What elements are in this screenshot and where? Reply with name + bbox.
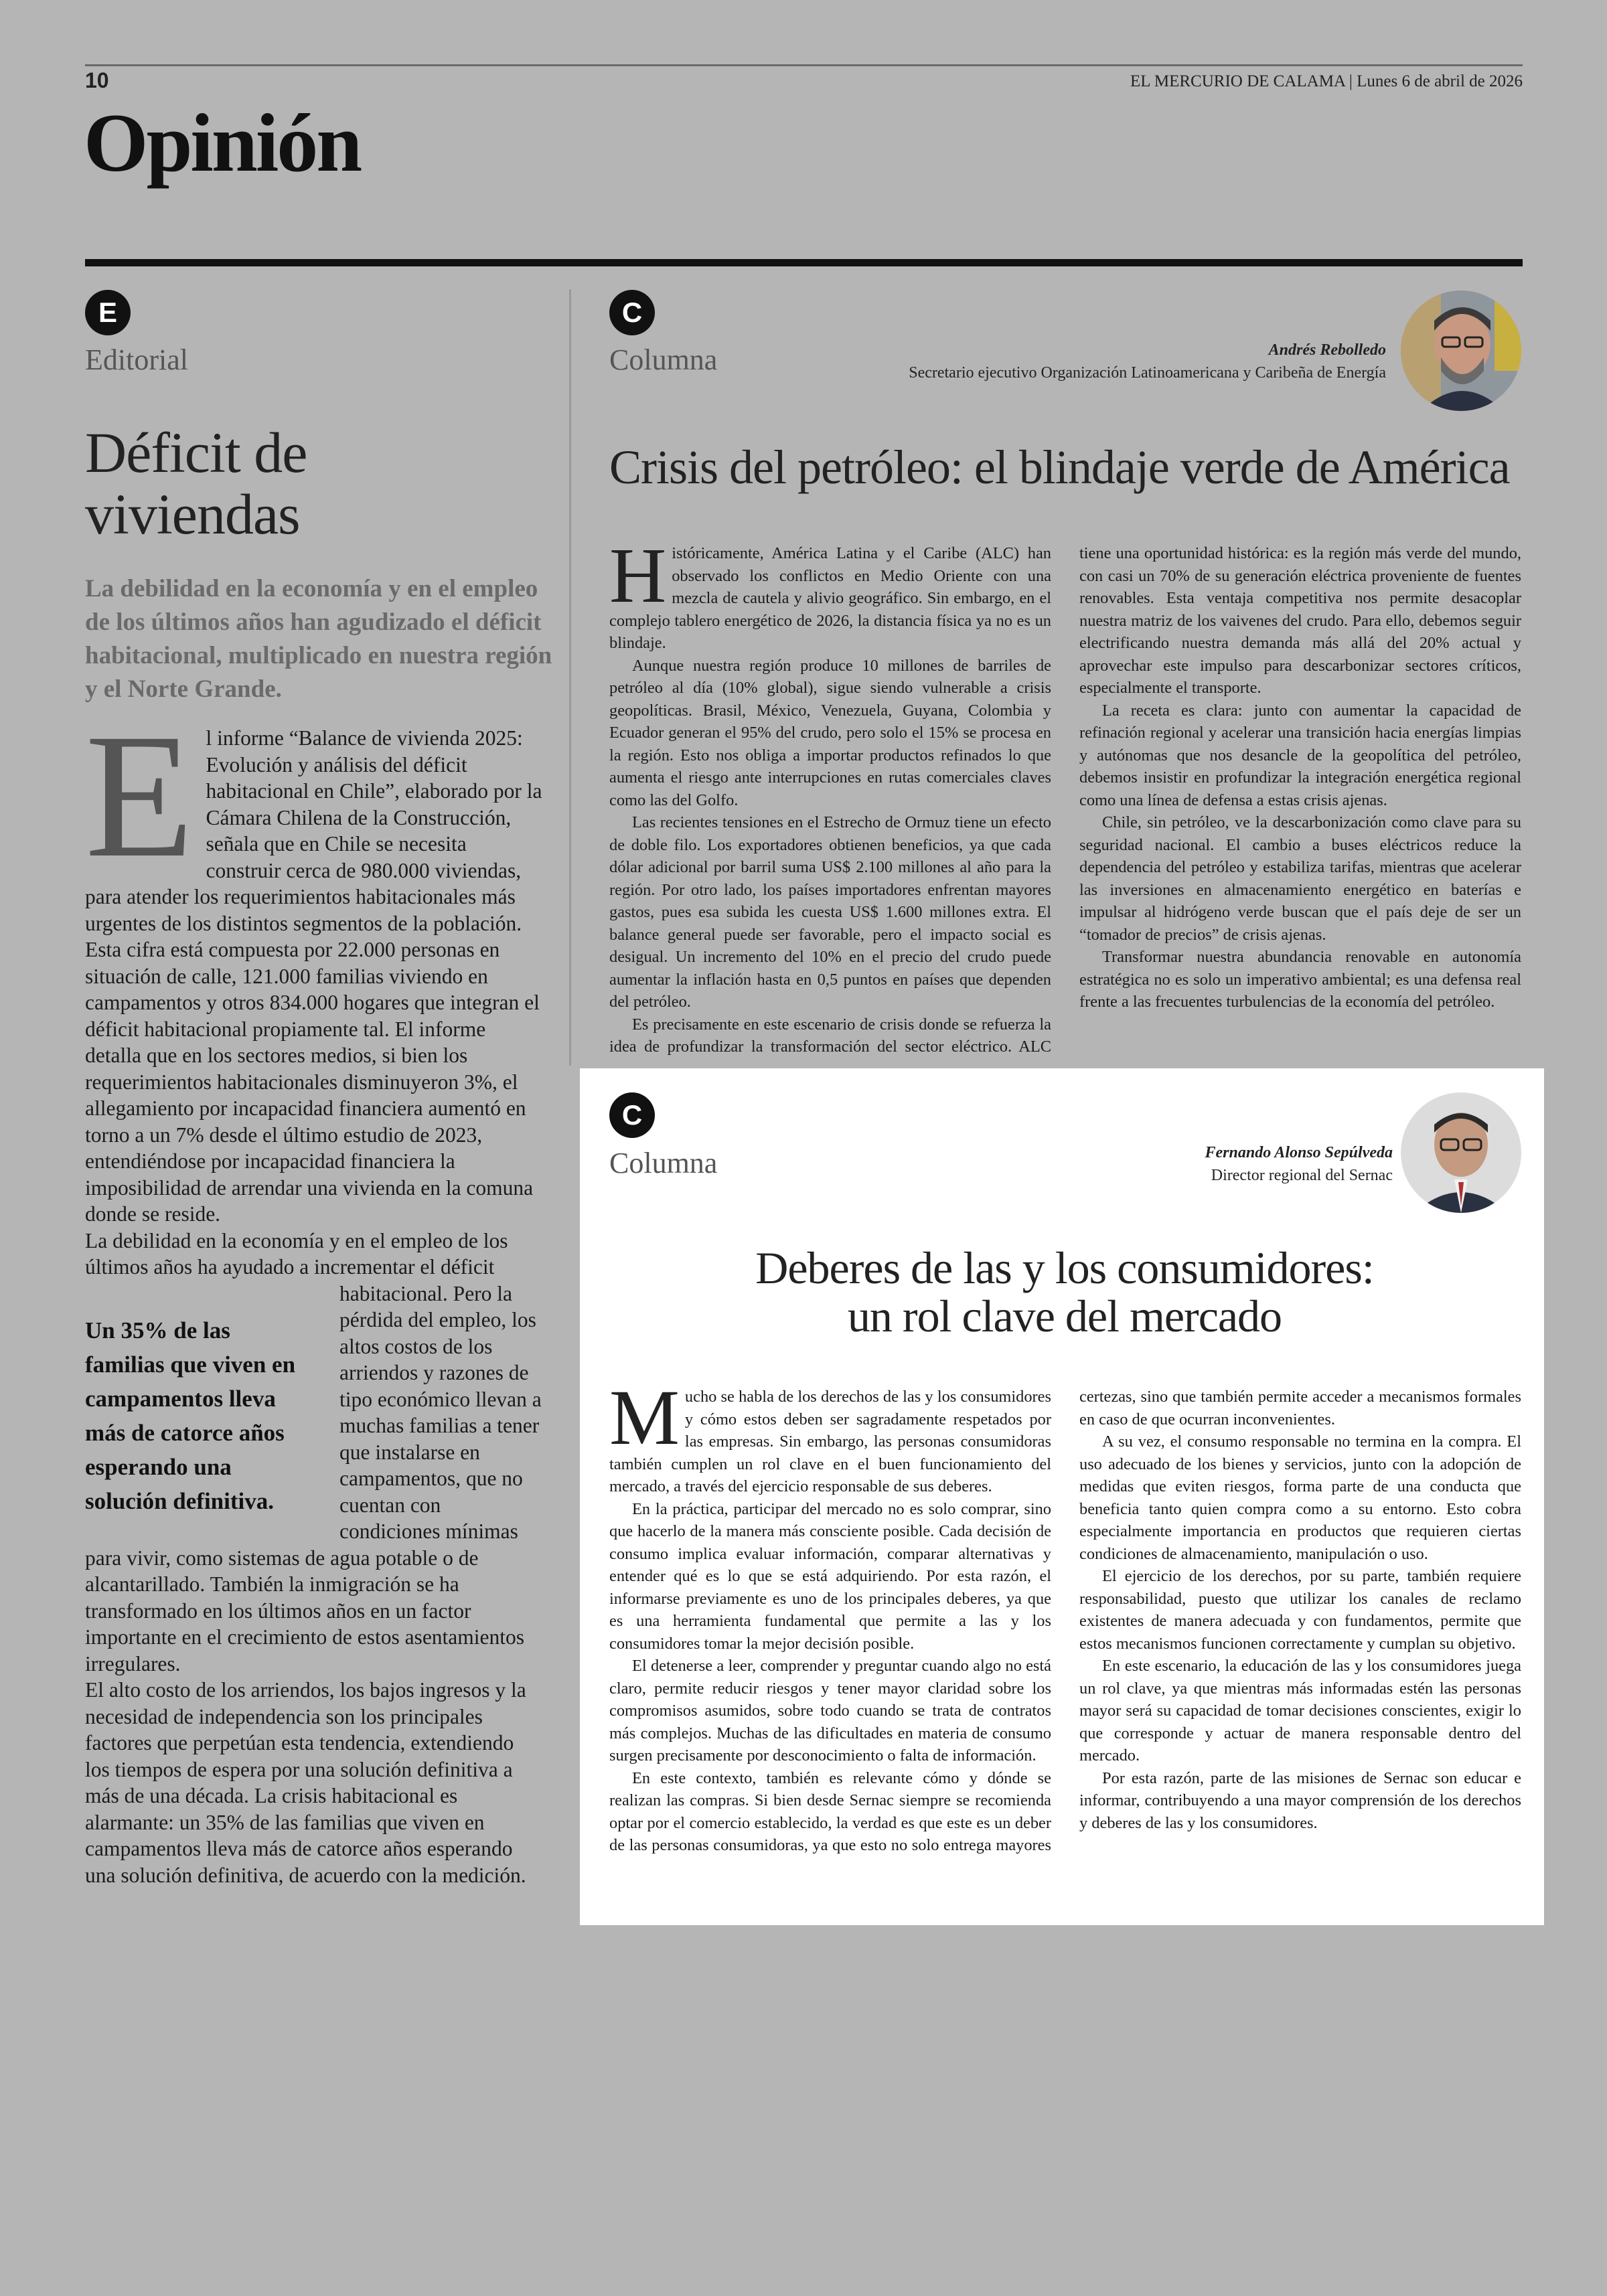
- column1-author-name: Andrés Rebolledo: [1268, 341, 1386, 359]
- column1-paragraph: Las recientes tensiones en el Estrecho de Ormuz tiene un efecto de doble filo. Los exportadores obtienen beneficios, ya que cada dólar adicional por barril suma US$ 2.100 millones al año para la región. Por otro lado, los países importadores enfrentan mayores gastos, pues esa subida les cuesta US$ 1.600 millones extra. El balance general puede ser favorable, pero el impacto social es desigual. Un incremento del 10% en el precio del crudo puede aumentar la inflación hasta en 0,5 puntos en países que dependen del petróleo.: [609, 813, 1051, 1011]
- column1-paragraph: Aunque nuestra región produce 10 millones de barriles de petróleo al día (10% global), sigue siendo vulnerable a crisis geopolíticas. Brasil, México, Venezuela, Guyana, Colombia y Ecuador generan el 95% del crudo, pero solo el 15% se procesa en la región. Esto nos obliga a importar productos refinados lo que aumenta el riesgo ante interrupciones en rutas comerciales claves como las del Golfo.: [609, 656, 1051, 809]
- publication-dateline: [1130, 72, 1523, 91]
- column1-dropcap: H: [609, 531, 667, 619]
- column2-paragraph: El detenerse a leer, comprender y preguntar cuando algo no está claro, permite reducir riesgos y tener mayor claridad sobre los compromisos asumidos, sobre todo cuando se trata de contratos más complejos. Muchas de las dificultades en materia de consumo surgen precisamente por desconocimiento o falta de información.: [609, 1657, 1051, 1765]
- column2-dropcap: M: [609, 1374, 680, 1461]
- column2-body: [609, 1374, 1521, 1857]
- column2-author-role: Director regional del Sernac: [1211, 1167, 1393, 1184]
- editorial-title-line2: viviendas: [85, 482, 300, 546]
- column2-title-line2: un rol clave del mercado: [847, 1291, 1282, 1341]
- column1-kicker: Columna: [609, 343, 718, 376]
- editorial-pullquote: Un 35% de las familias que viven en campamentos lleva más de catorce años esperando una solución definitiva.: [85, 1317, 296, 1514]
- dateline-separator: |: [1345, 72, 1357, 90]
- editorial-paragraph: l informe “Balance de vivienda 2025: Evolución y análisis del déficit habitacional en Chile”, elaborado por la Cámara Chilena de la Construcción, señala que en Chile se necesita construir cerca de 980.000 viviendas, para atender los requerimientos habitacionales más urgentes de los distintos segmentos de la población.: [85, 726, 542, 935]
- section-title: Opinión: [84, 97, 361, 189]
- column2-title-line1: Deberes de las y los consumidores:: [755, 1242, 1374, 1293]
- column2-paragraph: En este contexto, también es relevante cómo y dónde se realizan las compras. Si bien desde Sernac siempre se recomienda optar por el comercio establecido, la verdad es que este es un deber de las personas consumidoras, ya que esto no solo entrega mayores certezas, sino que también permite acceder a mecanismos formales en caso de que ocurran inconvenientes.: [609, 1388, 1521, 1854]
- editorial-paragraph: El alto costo de los arriendos, los bajos ingresos y la necesidad de independencia son los principales factores que perpetúan esta tendencia, extendiendo los tiempos de espera por una solución definitiva a más de una década. La crisis habitacional es alarmante: un 35% de las familias que viven en campamentos lleva más de catorce años esperando una solución definitiva, de acuerdo con la medición.: [85, 1678, 526, 1887]
- column1-paragraph: La receta es clara: junto con aumentar la capacidad de refinación regional y acelerar una transición hacia energías limpias y autónomas que nos desancle de la geopolítica del petróleo, debemos insistir en profundizar la integración energética regional como una línea de defensa a estas crisis ajenas.: [1079, 701, 1521, 809]
- editorial-paragraph: Esta cifra está compuesta por 22.000 personas en situación de calle, 121.000 familias viviendo en campamentos y otros 834.000 hogares que integran el déficit habitacional propiamente tal. El informe detalla que en los sectores medios, si bien los requerimientos habitacionales disminuyeron 3%, el allegamiento por incapacidad financiera aumentó en torno a un 7% desde el último estudio de 2023, entendiéndose por incapacidad financiera la imposibilidad de arrendar una vivienda en la comuna donde se reside.: [85, 938, 540, 1226]
- column1-paragraph: Chile, sin petróleo, ve la descarbonización como clave para su seguridad nacional. El cambio a buses eléctricos reduce la dependencia del petróleo y estabiliza tarifas, mientras que acelerar las inversiones en almacenamiento energético en baterías e impulsar al hidrógeno verde buscan que el país deje de ser un “tomador de precios” de crisis ajenas.: [1079, 813, 1521, 944]
- column2-paragraph: A su vez, el consumo responsable no termina en la compra. El uso adecuado de los bienes y servicios, junto con la adopción de medidas que eviten riesgos, forma parte de una conducta que beneficia tanto quien compra como a su entorno. Esto cobra especialmente importancia en productos que requieren ciertas condiciones de almacenamiento, manipulación o uso.: [1079, 1432, 1521, 1563]
- column1-title: Crisis del petróleo: el blindaje verde de América: [609, 440, 1510, 494]
- editorial-kicker: Editorial: [85, 343, 188, 376]
- column1-badge: C: [609, 290, 655, 335]
- editorial-title-line1: Déficit de: [85, 420, 307, 485]
- section-rule: [85, 259, 1523, 266]
- top-rule: [85, 64, 1523, 66]
- avatar: [1401, 1092, 1521, 1213]
- page-number: 10: [85, 68, 109, 92]
- column1-paragraph: Históricamente, América Latina y el Caribe (ALC) han observado los conflictos en Medio Oriente con una mezcla de cautela y alivio geográfico. Sin embargo, en el complejo tablero energético de 2026, la distancia física ya no es un blindaje.: [609, 531, 1051, 652]
- column2-kicker: Columna: [609, 1147, 718, 1179]
- column2-author: [790, 1141, 1393, 1187]
- column2-paragraph: En este escenario, la educación de las y los consumidores juega un rol clave, ya que mientras más informadas estén las personas mayor será su capacidad de tomar decisiones conscientes, exigir lo que corresponde y actuar de manera responsable dentro del mercado.: [1079, 1657, 1521, 1765]
- column-divider: [569, 289, 571, 1066]
- editorial-dropcap: E: [85, 697, 194, 894]
- column1-author: [716, 339, 1386, 384]
- column1-body: [609, 531, 1521, 1058]
- column2-paragraph: En la práctica, participar del mercado no es solo comprar, sino que hacerlo de la manera más consciente posible. Cada decisión de consumo implica evaluar información, comparar alternativas y entender qué es lo que se está adquiriendo. Por esta razón, el informarse previamente es uno de los principales deberes, ya que es una herramienta fundamental que permite a las y los consumidores tomar la mejor decisión posible.: [609, 1499, 1051, 1653]
- editorial-paragraph: La debilidad en la economía y en el empleo de los últimos años ha ayudado a incrementar el déficit habitacional. Pero la pérdida del empleo, los altos costos de los arriendos y razones de tipo económico llevan a muchas familias a tener que instalarse en campamentos, que no cuentan con condiciones mínimas para vivir, como sistemas de agua potable o de alcantarillado. También la inmigración se ha transformado en los últimos años en un factor importante en el crecimiento de estos asentamientos irregulares.: [85, 1228, 542, 1675]
- editorial-badge: E: [85, 290, 131, 335]
- column2-badge: C: [609, 1092, 655, 1138]
- column1-author-role: Secretario ejecutivo Organización Latinoamericana y Caribeña de Energía: [909, 364, 1386, 382]
- column2-author-name: Fernando Alonso Sepúlveda: [1205, 1144, 1393, 1161]
- column1-paragraph: Transformar nuestra abundancia renovable en autonomía estratégica no es solo un imperativo ambiental; es una defensa real frente a las frecuentes turbulencias de la economía del petróleo.: [1079, 948, 1521, 1011]
- column2-paragraph: Por esta razón, parte de las misiones de Sernac son educar e informar, contribuyendo a una mayor comprensión de los derechos y deberes de las y los consumidores.: [1079, 1769, 1521, 1832]
- publication-name: EL MERCURIO DE CALAMA: [1130, 72, 1345, 90]
- editorial-title: [85, 422, 554, 545]
- publication-date: Lunes 6 de abril de 2026: [1357, 72, 1523, 90]
- avatar: [1401, 291, 1521, 411]
- column2-title: [609, 1244, 1520, 1340]
- column1-paragraph: Es precisamente en este escenario de crisis donde se refuerza la idea de profundizar la transformación del sector eléctrico. ALC tiene una oportunidad histórica: es la región más verde del mundo, con casi un 70% de su generación eléctrica proveniente de fuentes renovables. Esta ventaja competitiva nos permite desacoplar nuestra matriz de los vaivenes del crudo. Para ello, debemos seguir electrificando nuestra demanda más allá del 20% actual y aprovechar este impulso para descarbonizar sectores críticos, especialmente el transporte.: [609, 544, 1521, 1056]
- column2-paragraph: Mucho se habla de los derechos de las y los consumidores y cómo estos deben ser sagradamente respetados por las empresas. Sin embargo, las personas consumidoras también cumplen un rol clave en el buen funcionamiento del mercado, a través del ejercicio responsable de sus deberes.: [609, 1374, 1051, 1495]
- editorial-lead: La debilidad en la economía y en el empleo de los últimos años han agudizado el déficit habitacional, multiplicado en nuestra región y el Norte Grande.: [85, 575, 552, 703]
- editorial-body: [85, 697, 542, 1888]
- column2-paragraph: El ejercicio de los derechos, por su parte, también requiere responsabilidad, puesto que utilizar los canales de reclamo existentes de manera adecuada y con fundamentos, permite que estos mecanismos funcionen correctamente y cumplan su objetivo.: [1079, 1567, 1521, 1653]
